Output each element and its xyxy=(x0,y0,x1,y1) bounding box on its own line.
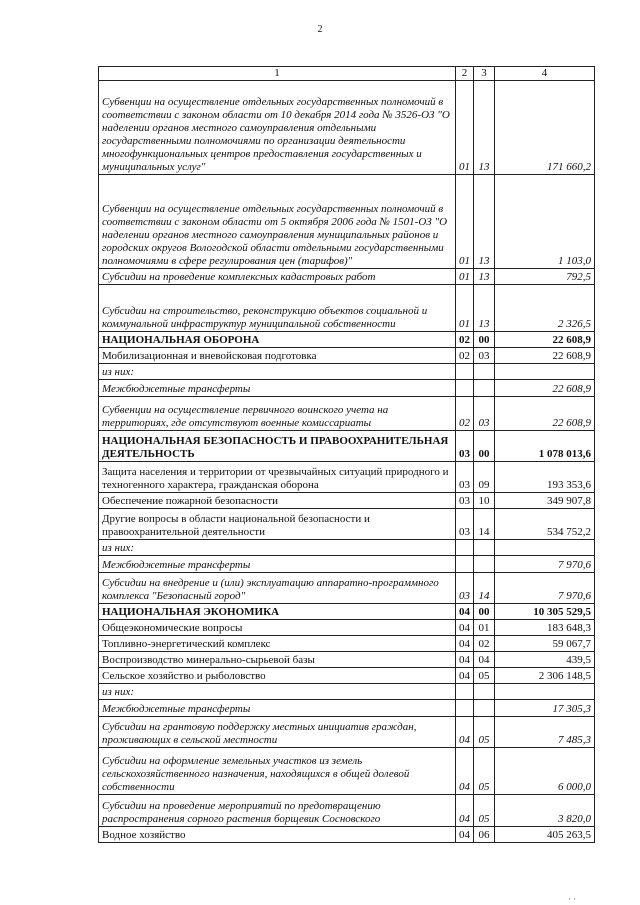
page-number: 2 xyxy=(317,24,323,35)
row-name: Субсидии на грантовую поддержку местных инициатив граждан, проживающих в сельской местности xyxy=(99,717,456,748)
row-section-code: 01 xyxy=(456,269,474,285)
row-section-code xyxy=(456,380,474,397)
row-amount: 22 608,9 xyxy=(495,332,595,348)
row-name: Субвенции на осуществление первичного воинского учета на территориях, где отсутствуют военные комиссариаты xyxy=(99,397,456,431)
row-name: НАЦИОНАЛЬНАЯ БЕЗОПАСНОСТЬ И ПРАВООХРАНИТЕЛЬНАЯ ДЕЯТЕЛЬНОСТЬ xyxy=(99,431,456,462)
row-section-code: 04 xyxy=(456,604,474,620)
row-amount: 22 608,9 xyxy=(495,397,595,431)
table-row xyxy=(99,431,595,462)
row-section-code: 04 xyxy=(456,827,474,843)
row-name: из них: xyxy=(99,364,456,380)
table-row xyxy=(99,556,595,573)
table-row xyxy=(99,573,595,604)
table-row xyxy=(99,332,595,348)
row-amount: 7 485,3 xyxy=(495,717,595,748)
row-section-code: 04 xyxy=(456,717,474,748)
row-subsection-code xyxy=(474,684,495,700)
table-row xyxy=(99,397,595,431)
row-section-code xyxy=(456,556,474,573)
row-name: Защита населения и территории от чрезвычайных ситуаций природного и техногенного характера, гражданская оборона xyxy=(99,462,456,493)
row-amount: 22 608,9 xyxy=(495,348,595,364)
row-subsection-code: 01 xyxy=(474,620,495,636)
table-row xyxy=(99,380,595,397)
row-amount: 3 820,0 xyxy=(495,795,595,827)
row-section-code: 03 xyxy=(456,493,474,509)
table-row xyxy=(99,348,595,364)
table-row xyxy=(99,668,595,684)
row-name: из них: xyxy=(99,684,456,700)
row-subsection-code: 03 xyxy=(474,348,495,364)
table-row xyxy=(99,285,595,332)
row-section-code: 04 xyxy=(456,620,474,636)
row-amount: 17 305,3 xyxy=(495,700,595,717)
table-row xyxy=(99,509,595,540)
row-amount: 22 608,9 xyxy=(495,380,595,397)
header-col-1: 1 xyxy=(99,67,456,81)
row-name: Мобилизационная и вневойсковая подготовка xyxy=(99,348,456,364)
scan-mark: · · xyxy=(568,894,577,904)
row-section-code xyxy=(456,684,474,700)
row-section-code: 02 xyxy=(456,397,474,431)
row-amount: 6 000,0 xyxy=(495,748,595,795)
table-row xyxy=(99,493,595,509)
row-subsection-code: 10 xyxy=(474,493,495,509)
row-section-code xyxy=(456,540,474,556)
row-subsection-code: 14 xyxy=(474,573,495,604)
row-subsection-code: 05 xyxy=(474,668,495,684)
row-subsection-code: 09 xyxy=(474,462,495,493)
row-amount xyxy=(495,684,595,700)
row-amount: 405 263,5 xyxy=(495,827,595,843)
row-amount: 2 306 148,5 xyxy=(495,668,595,684)
budget-table xyxy=(98,66,595,843)
row-name: Общеэкономические вопросы xyxy=(99,620,456,636)
row-name: Субсидии на строительство, реконструкцию объектов социальной и коммунальной инфраструктур муниципальной собственности xyxy=(99,285,456,332)
row-section-code: 01 xyxy=(456,285,474,332)
row-subsection-code: 03 xyxy=(474,397,495,431)
row-subsection-code: 05 xyxy=(474,795,495,827)
row-amount: 1 078 013,6 xyxy=(495,431,595,462)
row-name: Субсидии на проведение мероприятий по предотвращению распространения сорного растения борщевик Сосновского xyxy=(99,795,456,827)
row-subsection-code: 04 xyxy=(474,652,495,668)
row-subsection-code: 13 xyxy=(474,175,495,269)
row-subsection-code: 06 xyxy=(474,827,495,843)
row-amount: 7 970,6 xyxy=(495,556,595,573)
row-section-code: 02 xyxy=(456,332,474,348)
row-section-code: 04 xyxy=(456,748,474,795)
table-header-row xyxy=(99,67,595,81)
row-subsection-code xyxy=(474,540,495,556)
row-name: НАЦИОНАЛЬНАЯ ЭКОНОМИКА xyxy=(99,604,456,620)
row-subsection-code: 05 xyxy=(474,717,495,748)
table-row xyxy=(99,795,595,827)
row-amount: 792,5 xyxy=(495,269,595,285)
table-row xyxy=(99,269,595,285)
row-name: Межбюджетные трансферты xyxy=(99,556,456,573)
row-subsection-code: 00 xyxy=(474,332,495,348)
row-section-code: 04 xyxy=(456,652,474,668)
row-subsection-code: 00 xyxy=(474,604,495,620)
header-col-3: 3 xyxy=(474,67,495,81)
row-amount: 10 305 529,5 xyxy=(495,604,595,620)
table-row xyxy=(99,636,595,652)
row-name: Субвенции на осуществление отдельных государственных полномочий в соответствии с законом области от 10 декабря 2014 года № 3526-ОЗ "О наделении органов местного самоуправления отдельными государственными полномочиями по организации деятельности многофункциональных центров предоставления государственных и муниципальных услуг" xyxy=(99,81,456,175)
row-section-code xyxy=(456,364,474,380)
header-col-4: 4 xyxy=(495,67,595,81)
table-row xyxy=(99,604,595,620)
row-subsection-code: 13 xyxy=(474,285,495,332)
row-subsection-code xyxy=(474,556,495,573)
row-name: Межбюджетные трансферты xyxy=(99,380,456,397)
table-row xyxy=(99,827,595,843)
table-row xyxy=(99,748,595,795)
table-row xyxy=(99,364,595,380)
row-name: НАЦИОНАЛЬНАЯ ОБОРОНА xyxy=(99,332,456,348)
row-section-code xyxy=(456,700,474,717)
header-col-2: 2 xyxy=(456,67,474,81)
table-row xyxy=(99,684,595,700)
row-section-code: 02 xyxy=(456,348,474,364)
row-amount: 534 752,2 xyxy=(495,509,595,540)
table-row xyxy=(99,620,595,636)
row-name: Обеспечение пожарной безопасности xyxy=(99,493,456,509)
row-name: Другие вопросы в области национальной безопасности и правоохранительной деятельности xyxy=(99,509,456,540)
row-subsection-code xyxy=(474,364,495,380)
row-subsection-code: 13 xyxy=(474,269,495,285)
row-subsection-code: 14 xyxy=(474,509,495,540)
row-name: из них: xyxy=(99,540,456,556)
table-row xyxy=(99,462,595,493)
row-amount xyxy=(495,364,595,380)
table-row xyxy=(99,175,595,269)
row-amount: 1 103,0 xyxy=(495,175,595,269)
row-section-code: 04 xyxy=(456,668,474,684)
row-amount xyxy=(495,540,595,556)
row-name: Субсидии на внедрение и (или) эксплуатацию аппаратно-программного комплекса "Безопасный город" xyxy=(99,573,456,604)
table-row xyxy=(99,700,595,717)
row-section-code: 03 xyxy=(456,509,474,540)
row-subsection-code: 02 xyxy=(474,636,495,652)
row-subsection-code xyxy=(474,700,495,717)
row-subsection-code xyxy=(474,380,495,397)
table-row xyxy=(99,81,595,175)
table-row xyxy=(99,717,595,748)
row-section-code: 04 xyxy=(456,795,474,827)
row-section-code: 01 xyxy=(456,175,474,269)
row-name: Субсидии на проведение комплексных кадастровых работ xyxy=(99,269,456,285)
row-name: Водное хозяйство xyxy=(99,827,456,843)
row-name: Межбюджетные трансферты xyxy=(99,700,456,717)
row-section-code: 03 xyxy=(456,431,474,462)
row-amount: 7 970,6 xyxy=(495,573,595,604)
table-row xyxy=(99,652,595,668)
row-name: Субвенции на осуществление отдельных государственных полномочий в соответствии с законом области от 5 октября 2006 года № 1501-ОЗ "О наделении органов местного самоуправления муниципальных районов и городских округов Вологодской области отдельными государственными полномочиями в сфере регулирования цен (тарифов)" xyxy=(99,175,456,269)
row-name: Воспроизводство минерально-сырьевой базы xyxy=(99,652,456,668)
row-section-code: 03 xyxy=(456,462,474,493)
row-amount: 171 660,2 xyxy=(495,81,595,175)
row-section-code: 01 xyxy=(456,81,474,175)
row-name: Сельское хозяйство и рыболовство xyxy=(99,668,456,684)
row-amount: 349 907,8 xyxy=(495,493,595,509)
row-amount: 183 648,3 xyxy=(495,620,595,636)
table-row xyxy=(99,540,595,556)
row-amount: 439,5 xyxy=(495,652,595,668)
row-name: Топливно-энергетический комплекс xyxy=(99,636,456,652)
row-section-code: 03 xyxy=(456,573,474,604)
row-subsection-code: 00 xyxy=(474,431,495,462)
row-subsection-code: 05 xyxy=(474,748,495,795)
row-name: Субсидии на оформление земельных участков из земель сельскохозяйственного назначения, находящихся в общей долевой собственности xyxy=(99,748,456,795)
row-section-code: 04 xyxy=(456,636,474,652)
row-amount: 193 353,6 xyxy=(495,462,595,493)
row-amount: 59 067,7 xyxy=(495,636,595,652)
row-subsection-code: 13 xyxy=(474,81,495,175)
row-amount: 2 326,5 xyxy=(495,285,595,332)
